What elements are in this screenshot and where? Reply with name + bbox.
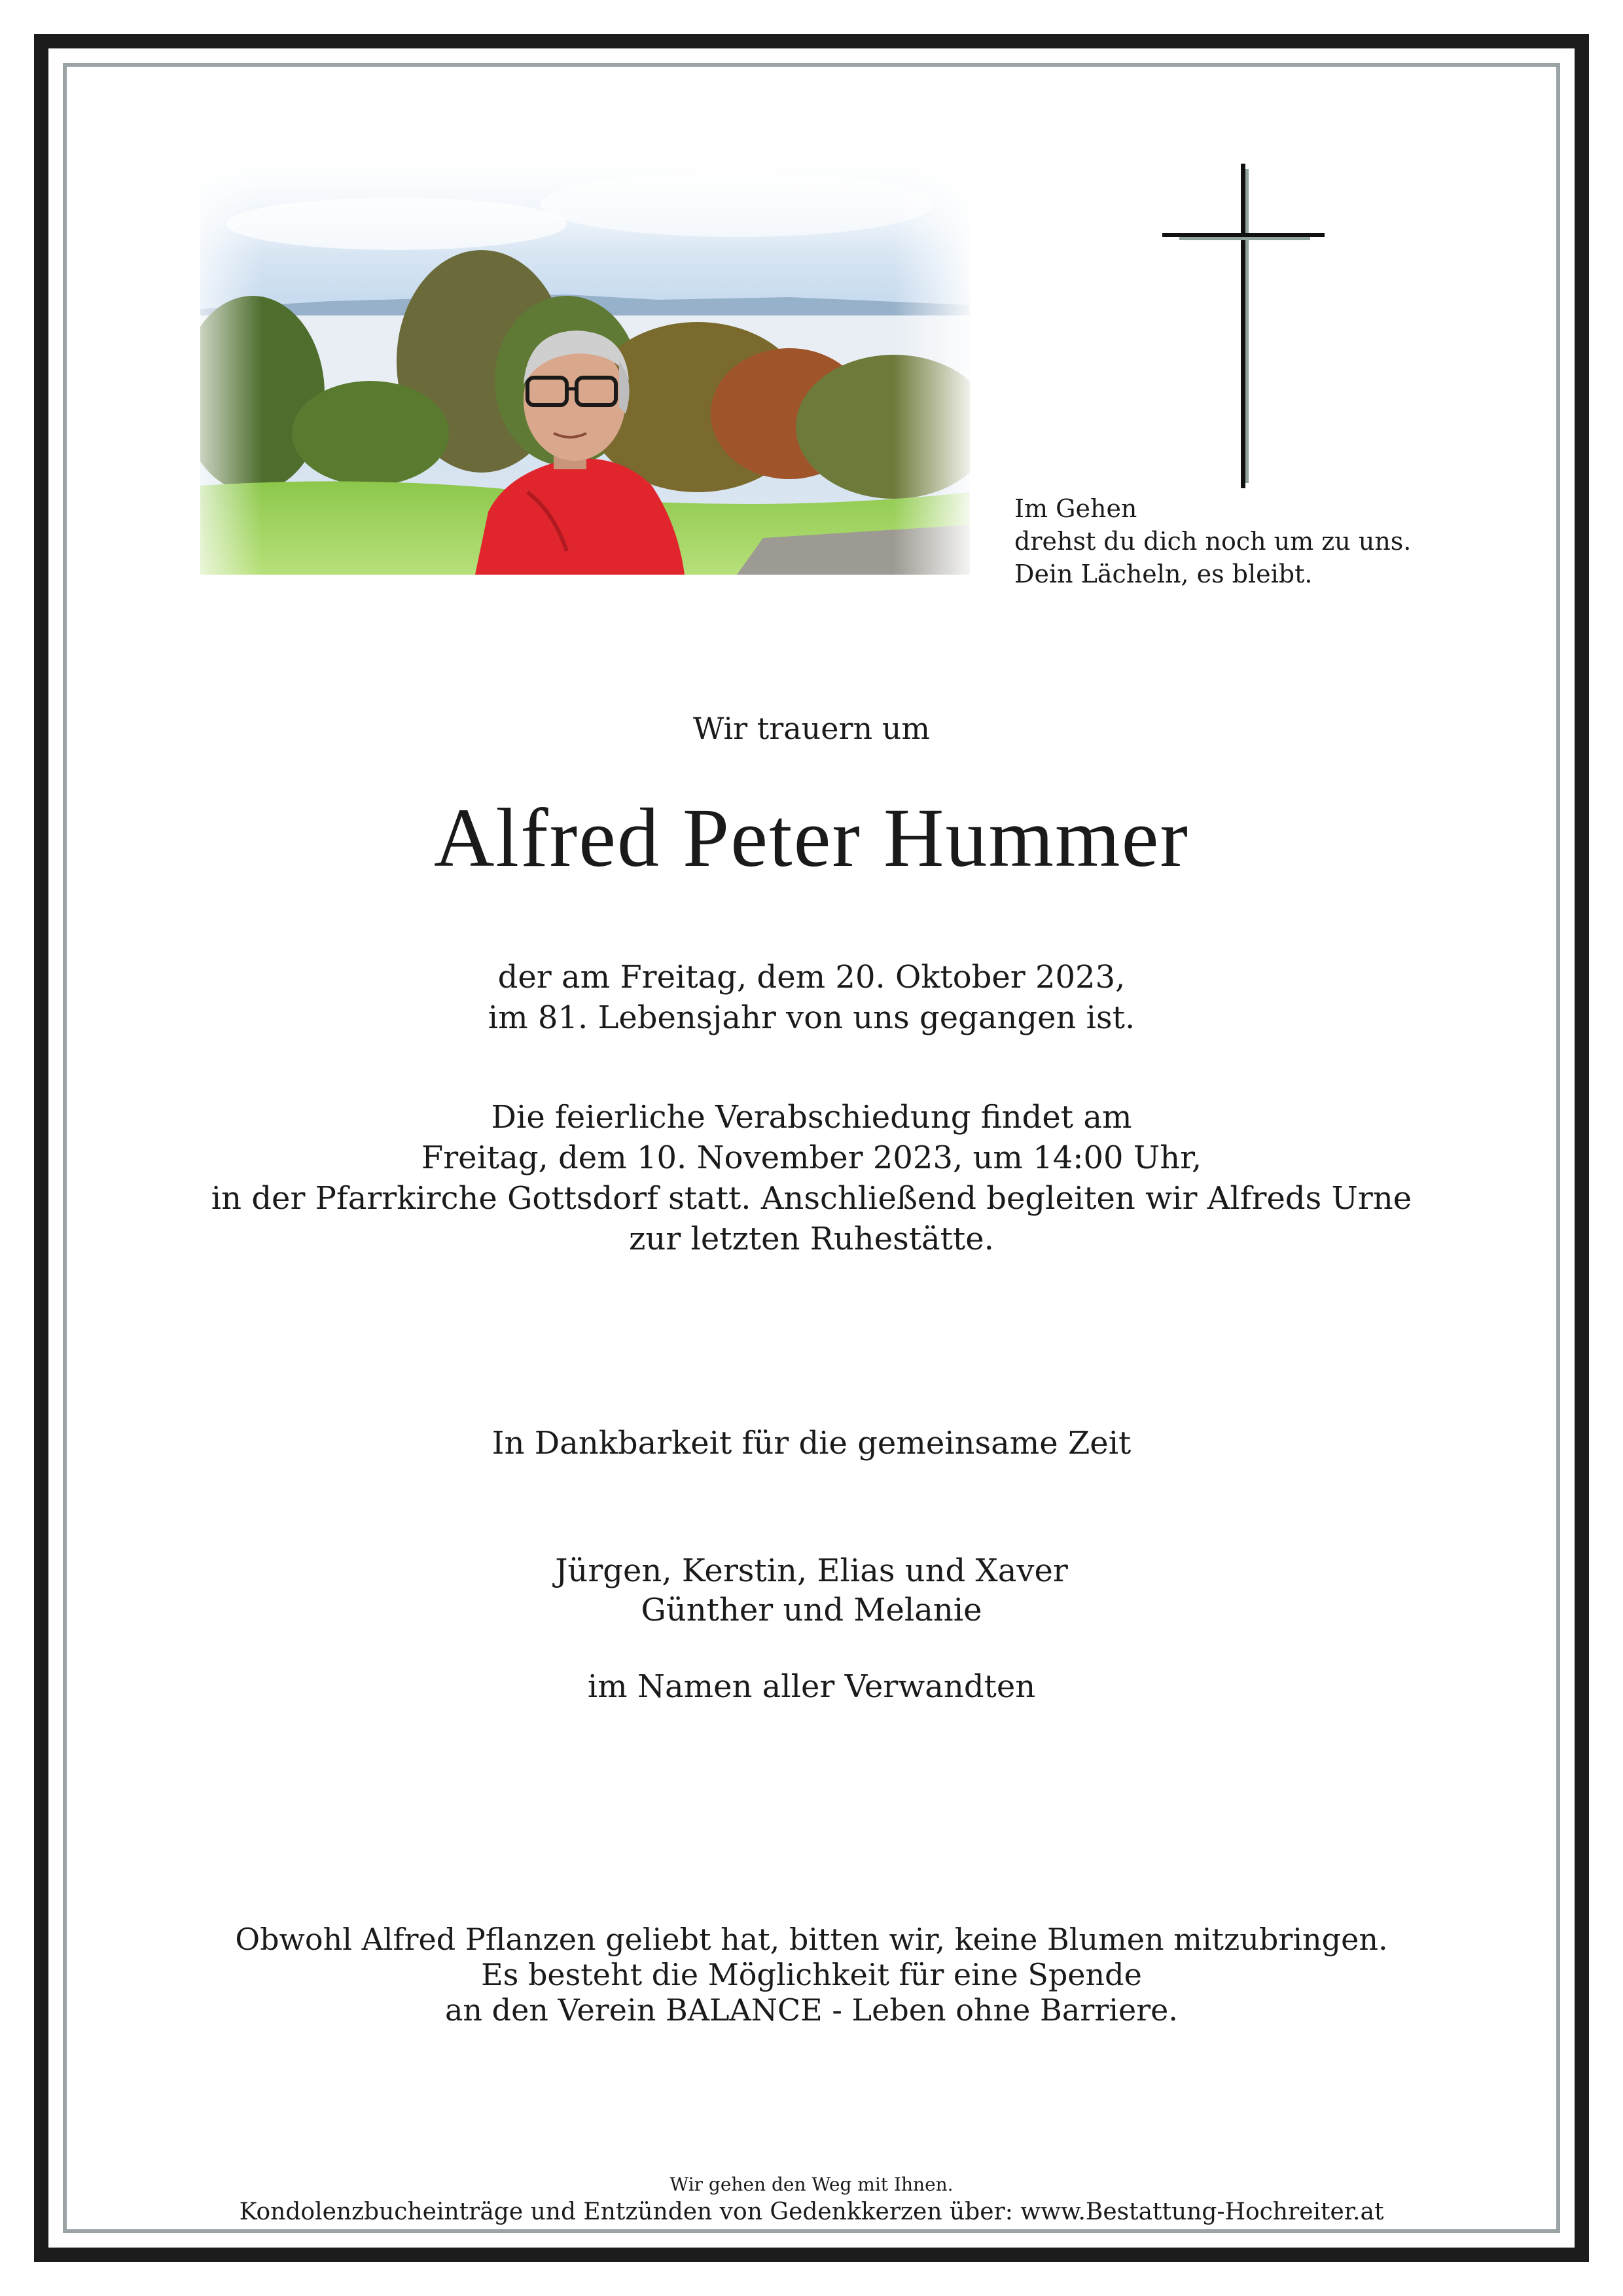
portrait-photo: [200, 145, 970, 575]
intro-text: [105, 706, 1518, 751]
death-line: im 81. Lebensjahr von uns gegangen ist.: [488, 999, 1135, 1036]
poem-line: Im Gehen: [1014, 494, 1137, 523]
on-behalf-text: [105, 1664, 1518, 1710]
name-line: Alfred Peter Hummer: [433, 791, 1190, 884]
death-line: der am Freitag, dem 20. Oktober 2023,: [497, 959, 1126, 996]
poem-line: drehst du dich noch um zu uns.: [1014, 527, 1412, 556]
footer-condolence: [105, 2197, 1518, 2228]
poem-line: Dein Lächeln, es bleibt.: [1014, 560, 1313, 588]
gratitude-line: In Dankbarkeit für die gemeinsame Zeit: [491, 1425, 1132, 1462]
gratitude-text: [105, 1420, 1518, 1466]
deceased-name: [105, 782, 1518, 893]
ceremony-line: in der Pfarrkirche Gottsdorf statt. Anschließend begleiten wir Alfreds Urne: [211, 1180, 1412, 1217]
donation-line: Es besteht die Möglichkeit für eine Spende: [481, 1957, 1142, 1992]
family-line: Jürgen, Kerstin, Elias und Xaver: [555, 1552, 1068, 1589]
ceremony-line: zur letzten Ruhestätte.: [629, 1221, 994, 1257]
on-behalf-line: im Namen aller Verwandten: [587, 1668, 1036, 1705]
donation-note: [105, 1922, 1518, 2028]
donation-line: an den Verein BALANCE - Leben ohne Barriere.: [444, 1992, 1179, 2028]
poem: [1014, 492, 1472, 590]
footer-tagline-text: Wir gehen den Weg mit Ihnen.: [669, 2174, 954, 2195]
ceremony-info: [105, 1097, 1518, 1259]
footer-condolence-text: Kondolenzbucheinträge und Entzünden von Gedenkkerzen über: www.Bestattung-Hochreiter.at: [239, 2198, 1384, 2225]
family-line: Günther und Melanie: [641, 1592, 982, 1628]
family-names: [105, 1551, 1518, 1630]
ceremony-line: Freitag, dem 10. November 2023, um 14:00 Uhr,: [421, 1139, 1202, 1176]
donation-line: Obwohl Alfred Pflanzen geliebt hat, bitten wir, keine Blumen mitzubringen.: [235, 1922, 1388, 1957]
ceremony-line: Die feierliche Verabschiedung findet am: [491, 1099, 1132, 1136]
death-info: [105, 957, 1518, 1038]
footer-tagline: [105, 2172, 1518, 2198]
intro-line: Wir trauern um: [692, 711, 931, 746]
cross-icon: [1160, 161, 1327, 493]
